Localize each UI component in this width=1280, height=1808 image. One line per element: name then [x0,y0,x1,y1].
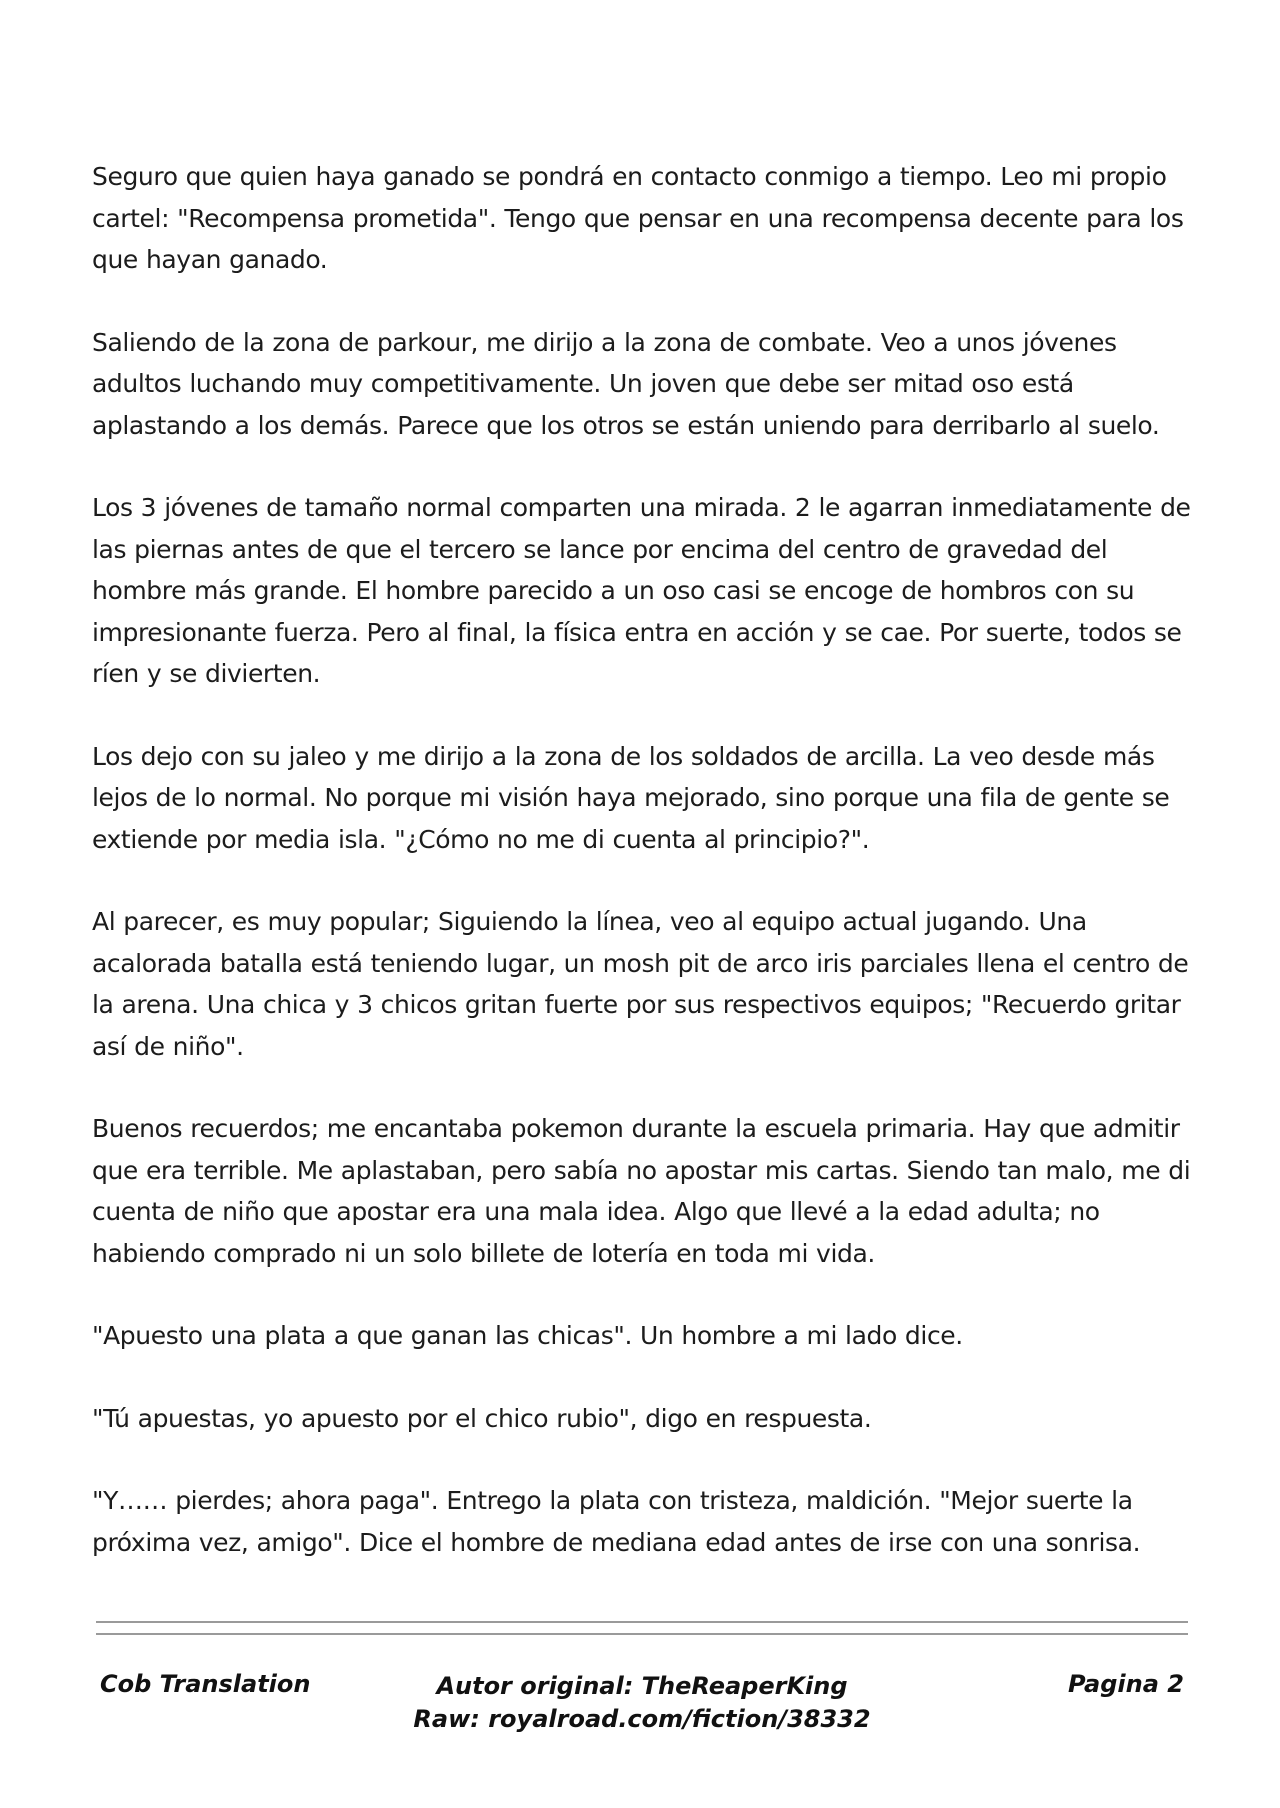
footer-page-number: Pagina 2 [1068,1670,1184,1698]
paragraph-3: Los 3 jóvenes de tamaño normal comparten una mirada. 2 le agarran inmediatamente de las piernas antes de que el tercero se lance por encima del centro de gravedad del hombre más grande. El hombre parecido a un oso casi se encoge de hombros con su impresionante fuerza. Pero al final, la física entra en acción y se cae. Por suerte, todos se ríen y se divierten. [92,493,1191,688]
footer-original-author: Autor original: TheReaperKing [436,1672,848,1700]
footer-divider-bottom [96,1633,1188,1635]
paragraph-8: "Tú apuestas, yo apuesto por el chico rubio", digo en respuesta. [92,1403,872,1433]
footer-raw-source: Raw: royalroad.com/fiction/38332 [413,1705,871,1733]
paragraph-1: Seguro que quien haya ganado se pondrá en contacto conmigo a tiempo. Leo mi propio cartel: "Recompensa prometida". Tengo que pensar en una recompensa decente para los que hayan ganado. [92,162,1184,274]
paragraph-4: Los dejo con su jaleo y me dirijo a la zona de los soldados de arcilla. La veo desde más lejos de lo normal. No porque mi visión haya mejorado, sino porque una fila de gente se extiende por media isla. "¿Cómo no me di cuenta al principio?". [92,741,1170,854]
paragraph-9: "Y…… pierdes; ahora paga". Entrego la plata con tristeza, maldición. "Mejor suerte la próxima vez, amigo". Dice el hombre de mediana edad antes de irse con una sonrisa. [92,1486,1141,1557]
paragraph-5: Al parecer, es muy popular; Siguiendo la línea, veo al equipo actual jugando. Una acalorada batalla está teniendo lugar, un mosh pit de arco iris parciales llena el centro de la arena. Una chica y 3 chicos gritan fuerte por sus respectivos equipos; "Recuerdo gritar así de niño". [92,907,1189,1061]
paragraph-6: Buenos recuerdos; me encantaba pokemon durante la escuela primaria. Hay que admitir que era terrible. Me aplastaban, pero sabía no apostar mis cartas. Siendo tan malo, me di cuenta de niño que apostar era una mala idea. Algo que llevé a la edad adulta; no habiendo comprado ni un solo billete de lotería en toda mi vida. [92,1114,1191,1268]
paragraph-7: "Apuesto una plata a que ganan las chicas". Un hombre a mi lado dice. [92,1321,963,1350]
footer-credits [96,1670,1188,1736]
page-body [92,156,1192,1604]
page-footer [96,1664,1188,1744]
footer-translator: Cob Translation [100,1670,311,1698]
footer-divider-top [96,1621,1188,1623]
paragraph-2: Saliendo de la zona de parkour, me dirijo a la zona de combate. Veo a unos jóvenes adultos luchando muy competitivamente. Un joven que debe ser mitad oso está aplastando a los demás. Parece que los otros se están uniendo para derribarlo al suelo. [92,327,1160,440]
